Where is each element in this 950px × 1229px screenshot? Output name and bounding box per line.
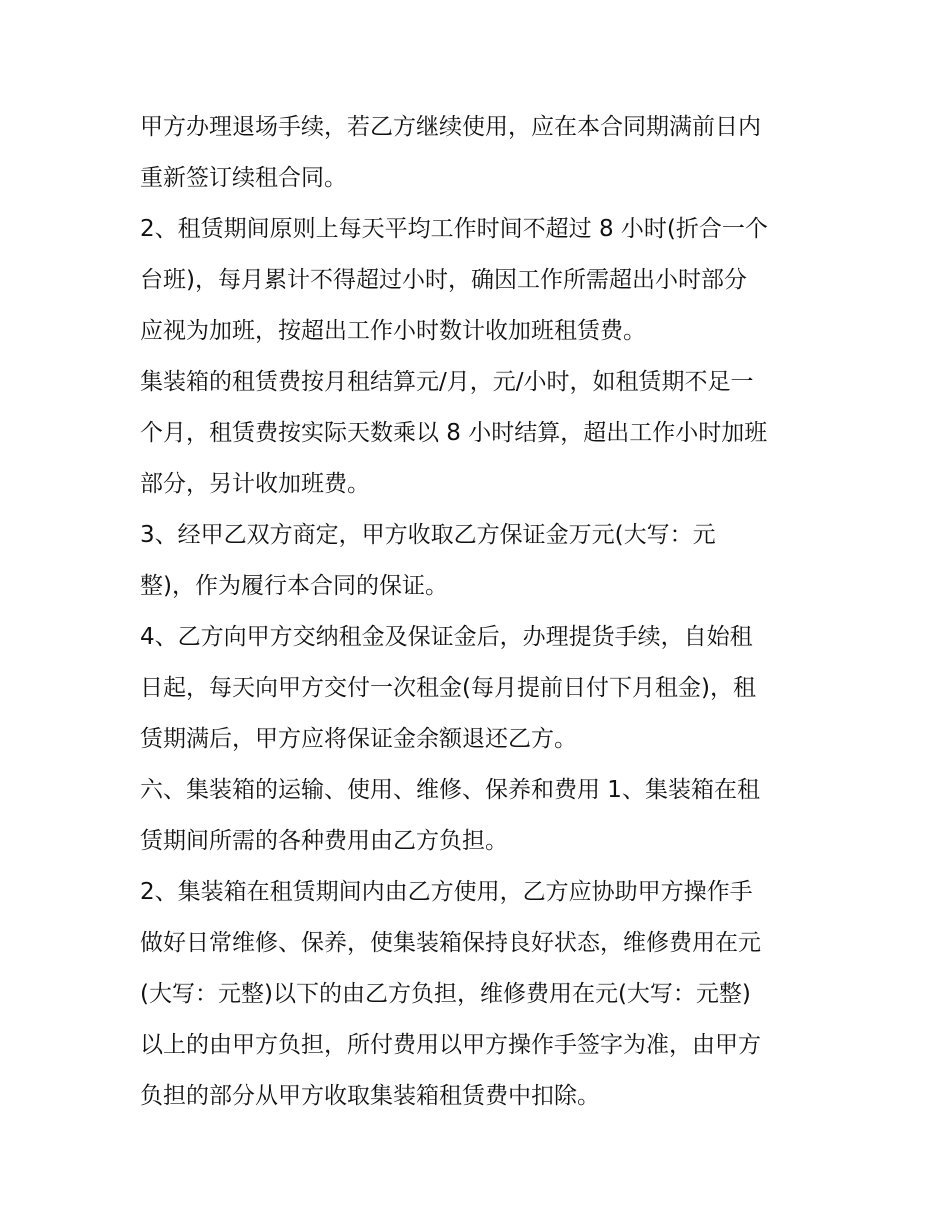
text-line: 部分，另计收加班费。: [140, 471, 370, 497]
text-line: 2、租赁期间原则上每天平均工作时间不超过 8 小时(折合一个: [140, 216, 768, 242]
text-line: 以上的由甲方负担，所付费用以甲方操作手签字为准，由甲方: [140, 1032, 761, 1058]
text-line: 3、经甲乙双方商定，甲方收取乙方保证金万元(大写：元: [140, 522, 716, 548]
text-line: 4、乙方向甲方交纳租金及保证金后，办理提货手续，自始租: [140, 624, 753, 650]
text-line: 赁期满后，甲方应将保证金余额退还乙方。: [140, 726, 577, 752]
document-body: [140, 102, 820, 1122]
text-line: 整)，作为履行本合同的保证。: [140, 573, 448, 599]
text-line: 甲方办理退场手续，若乙方继续使用，应在本合同期满前日内: [140, 114, 761, 140]
text-line: 个月，租赁费按实际天数乘以 8 小时结算，超出工作小时加班: [140, 420, 768, 446]
text-line: 做好日常维修、保养，使集装箱保持良好状态，维修费用在元: [140, 930, 761, 956]
text-line: 2、集装箱在租赁期间内由乙方使用，乙方应协助甲方操作手: [140, 879, 753, 905]
text-line: 应视为加班，按超出工作小时数计收加班租赁费。: [140, 318, 646, 344]
text-line: 六、集装箱的运输、使用、维修、保养和费用 1、集装箱在租: [140, 777, 760, 803]
text-line: 赁期间所需的各种费用由乙方负担。: [140, 828, 508, 854]
text-line: 日起，每天向甲方交付一次租金(每月提前日付下月租金)，租: [140, 675, 756, 701]
text-line: 重新签订续租合同。: [140, 165, 347, 191]
text-line: 负担的部分从甲方收取集装箱租赁费中扣除。: [140, 1083, 600, 1109]
text-line: 台班)，每月累计不得超过小时，确因工作所需超出小时部分: [140, 267, 747, 293]
text-line: (大写：元整)以下的由乙方负担，维修费用在元(大写：元整): [140, 981, 751, 1007]
text-line: 集装箱的租赁费按月租结算元/月，元/小时，如租赁期不足一: [140, 369, 754, 395]
